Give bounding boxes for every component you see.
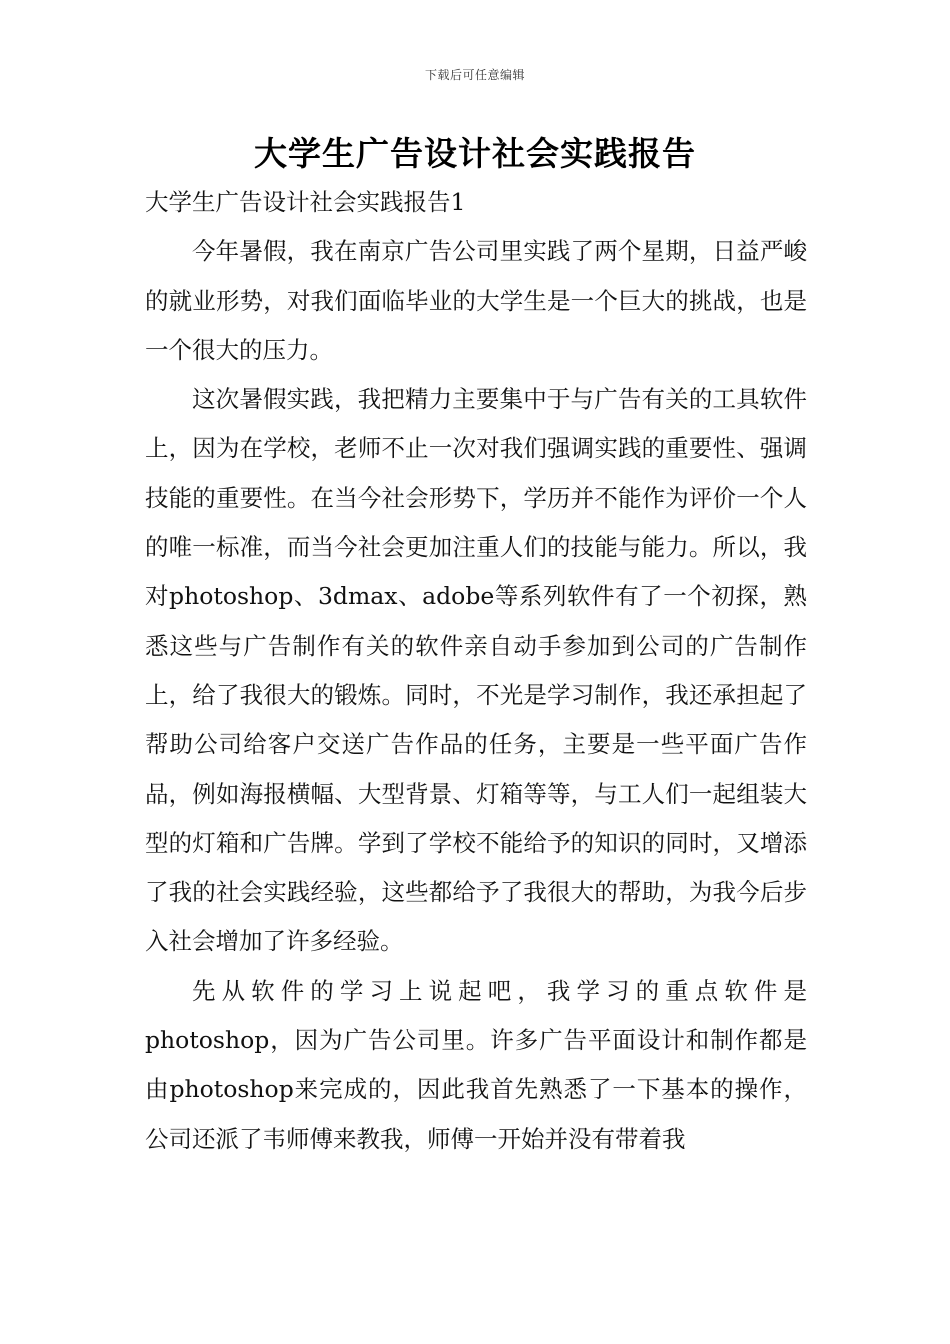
document-body bbox=[145, 178, 807, 1164]
section-subtitle: 大学生广告设计社会实践报告1 bbox=[145, 188, 466, 216]
paragraph-2: 这次暑假实践，我把精力主要集中于与广告有关的工具软件上，因为在学校，老师不止一次对我们强调实践的重要性、强调技能的重要性。在当今社会形势下，学历并不能作为评价一个人的唯一标准，而当今社会更加注重人们的技能与能力。所以，我对photoshop、3dmax、adobe等系列软件有了一个初探，熟悉这些与广告制作有关的软件亲自动手参加到公司的广告制作上，给了我很大的锻炼。同时，不光是学习制作，我还承担起了帮助公司给客户交送广告作品的任务，主要是一些平面广告作品，例如海报横幅、大型背景、灯箱等等，与工人们一起组装大型的灯箱和广告牌。学到了学校不能给予的知识的同时，又增添了我的社会实践经验，这些都给予了我很大的帮助，为我今后步入社会增加了许多经验。 bbox=[145, 385, 807, 956]
paragraph-1: 今年暑假，我在南京广告公司里实践了两个星期，日益严峻的就业形势，对我们面临毕业的大学生是一个巨大的挑战，也是一个很大的压力。 bbox=[145, 237, 807, 364]
paragraph-3: 先从软件的学习上说起吧，我学习的重点软件是photoshop，因为广告公司里。许多广告平面设计和制作都是由photoshop来完成的，因此我首先熟悉了一下基本的操作，公司还派了韦师傅来教我，师傅一开始并没有带着我 bbox=[145, 976, 807, 1153]
document-title: 大学生广告设计社会实践报告 bbox=[254, 134, 696, 173]
header-note: 下载后可任意编辑 bbox=[424, 68, 525, 82]
